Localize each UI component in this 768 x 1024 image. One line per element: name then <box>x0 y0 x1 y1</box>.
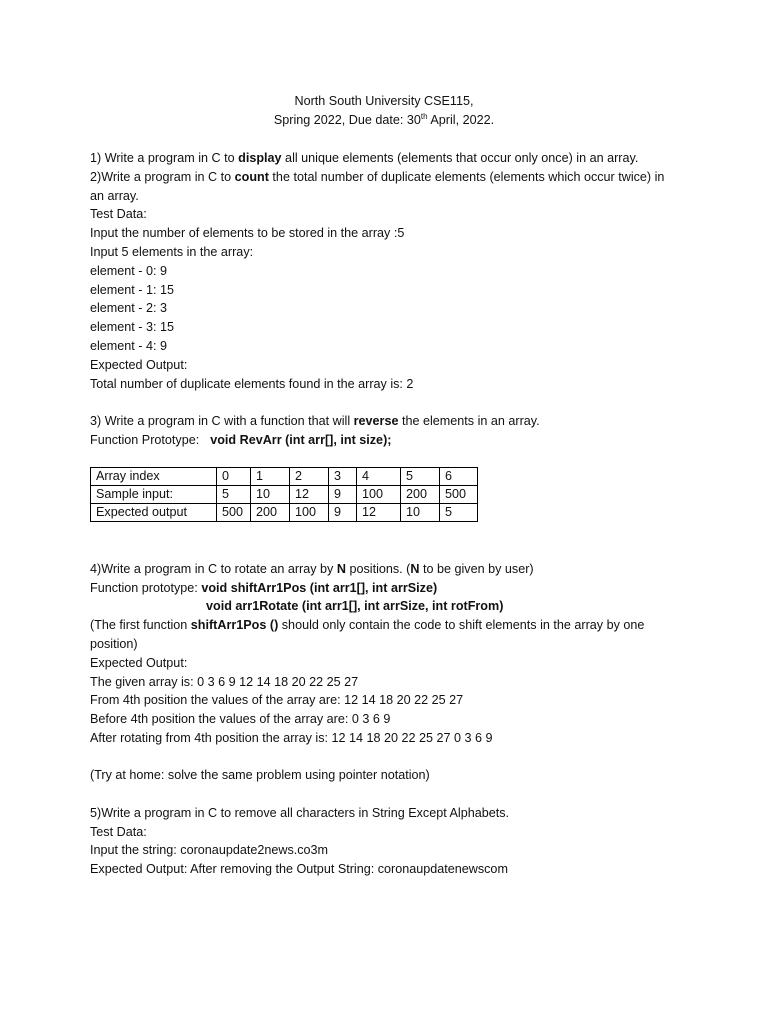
q4-output-line: Before 4th position the values of the array are: 0 3 6 9 <box>90 712 391 726</box>
question-3 <box>90 413 540 429</box>
q2-text-post: the total number of duplicate elements (elements which occur twice) in <box>268 170 665 184</box>
q4-note-pre: (The first function <box>90 618 191 632</box>
q5-expected-output: Expected Output: After removing the Output String: coronaupdatenewscom <box>90 862 508 876</box>
q3-keyword: reverse <box>353 414 399 428</box>
header-line-2-prefix: Spring 2022, Due date: 30 <box>273 113 421 127</box>
table-cell: Array index <box>91 468 217 486</box>
question-5: 5)Write a program in C to remove all characters in String Except Alphabets. <box>90 806 510 820</box>
table-cell: 10 <box>251 486 290 504</box>
q2-element: element - 2: 3 <box>90 301 168 315</box>
header-superscript: th <box>420 111 428 121</box>
q4-output-line: After rotating from 4th position the array is: 12 14 18 20 22 25 27 0 3 6 9 <box>90 731 493 745</box>
header-line-2 <box>0 112 768 128</box>
q2-element: element - 1: 15 <box>90 283 175 297</box>
table-cell: 12 <box>357 504 401 522</box>
q4-output-line: From 4th position the values of the array are: 12 14 18 20 22 25 27 <box>90 693 464 707</box>
q3-text-pre: 3) Write a program in C with a function that will <box>90 414 354 428</box>
q2-continuation: an array. <box>90 189 139 203</box>
reverse-array-table <box>90 467 478 522</box>
q4-note-function: shiftArr1Pos () <box>190 618 279 632</box>
q4-prototype-1 <box>90 580 437 596</box>
table-cell: 100 <box>357 486 401 504</box>
q4-text-pre: 4)Write a program in C to rotate an array by <box>90 562 337 576</box>
q2-expected-label: Expected Output: <box>90 358 188 372</box>
q2-element: element - 0: 9 <box>90 264 168 278</box>
question-2 <box>90 169 664 185</box>
table-cell: 10 <box>401 504 440 522</box>
table-cell: Expected output <box>91 504 217 522</box>
q4-n-bold: N <box>410 562 420 576</box>
table-row <box>91 468 478 486</box>
q2-keyword: count <box>234 170 269 184</box>
table-cell: 500 <box>440 486 478 504</box>
table-cell: 5 <box>217 486 251 504</box>
q2-expected-output: Total number of duplicate elements found in the array is: 2 <box>90 377 414 391</box>
q1-keyword: display <box>238 151 282 165</box>
question-4 <box>90 561 534 577</box>
table-row <box>91 504 478 522</box>
q2-element: element - 3: 15 <box>90 320 175 334</box>
q5-input: Input the string: coronaupdate2news.co3m <box>90 843 329 857</box>
table-cell: 500 <box>217 504 251 522</box>
table-cell: 100 <box>290 504 329 522</box>
q2-test-data-label: Test Data: <box>90 207 147 221</box>
question-1 <box>90 150 638 166</box>
q4-n-bold: N <box>336 562 346 576</box>
table-cell: 1 <box>251 468 290 486</box>
q4-text-mid: positions. ( <box>345 562 411 576</box>
q2-element: element - 4: 9 <box>90 339 168 353</box>
header-line-2-suffix: April, 2022. <box>427 113 495 127</box>
q5-test-data-label: Test Data: <box>90 825 147 839</box>
table-cell: 9 <box>329 504 357 522</box>
q3-prototype-label: Function Prototype: <box>90 433 200 447</box>
q2-input-count: Input the number of elements to be stored in the array :5 <box>90 226 405 240</box>
q4-expected-label: Expected Output: <box>90 656 188 670</box>
table-cell: 4 <box>357 468 401 486</box>
table-cell: 6 <box>440 468 478 486</box>
q2-input-elements: Input 5 elements in the array: <box>90 245 254 259</box>
q3-prototype-code: void RevArr (int arr[], int size); <box>210 433 392 447</box>
q4-prototype-code-1: void shiftArr1Pos (int arr1[], int arrSize) <box>201 581 438 595</box>
table-cell: 200 <box>251 504 290 522</box>
q4-note <box>90 617 644 633</box>
table-cell: 9 <box>329 486 357 504</box>
table-row <box>91 486 478 504</box>
q4-prototype-2 <box>206 598 503 614</box>
table-cell: 3 <box>329 468 357 486</box>
q4-prototype-label: Function prototype: <box>90 581 202 595</box>
q3-text-post: the elements in an array. <box>398 414 540 428</box>
q4-note-continuation: position) <box>90 637 138 651</box>
q4-note-post: should only contain the code to shift elements in the array by one <box>278 618 645 632</box>
table-cell: 5 <box>440 504 478 522</box>
table-cell: 12 <box>290 486 329 504</box>
q1-text-pre: 1) Write a program in C to <box>90 151 239 165</box>
q2-text-pre: 2)Write a program in C to <box>90 170 235 184</box>
table-cell: 200 <box>401 486 440 504</box>
header-line-1: North South University CSE115, <box>294 94 474 108</box>
table-cell: 0 <box>217 468 251 486</box>
q3-prototype <box>90 432 391 448</box>
q4-prototype-code-2: void arr1Rotate (int arr1[], int arrSize, int rotFrom) <box>206 599 504 613</box>
q4-output-line: The given array is: 0 3 6 9 12 14 18 20 22 25 27 <box>90 675 359 689</box>
q4-text-post: to be given by user) <box>419 562 534 576</box>
table-cell: 2 <box>290 468 329 486</box>
q1-text-post: all unique elements (elements that occur only once) in an array. <box>281 151 639 165</box>
q4-try-at-home: (Try at home: solve the same problem using pointer notation) <box>90 768 430 782</box>
table-cell: 5 <box>401 468 440 486</box>
table-cell: Sample input: <box>91 486 217 504</box>
